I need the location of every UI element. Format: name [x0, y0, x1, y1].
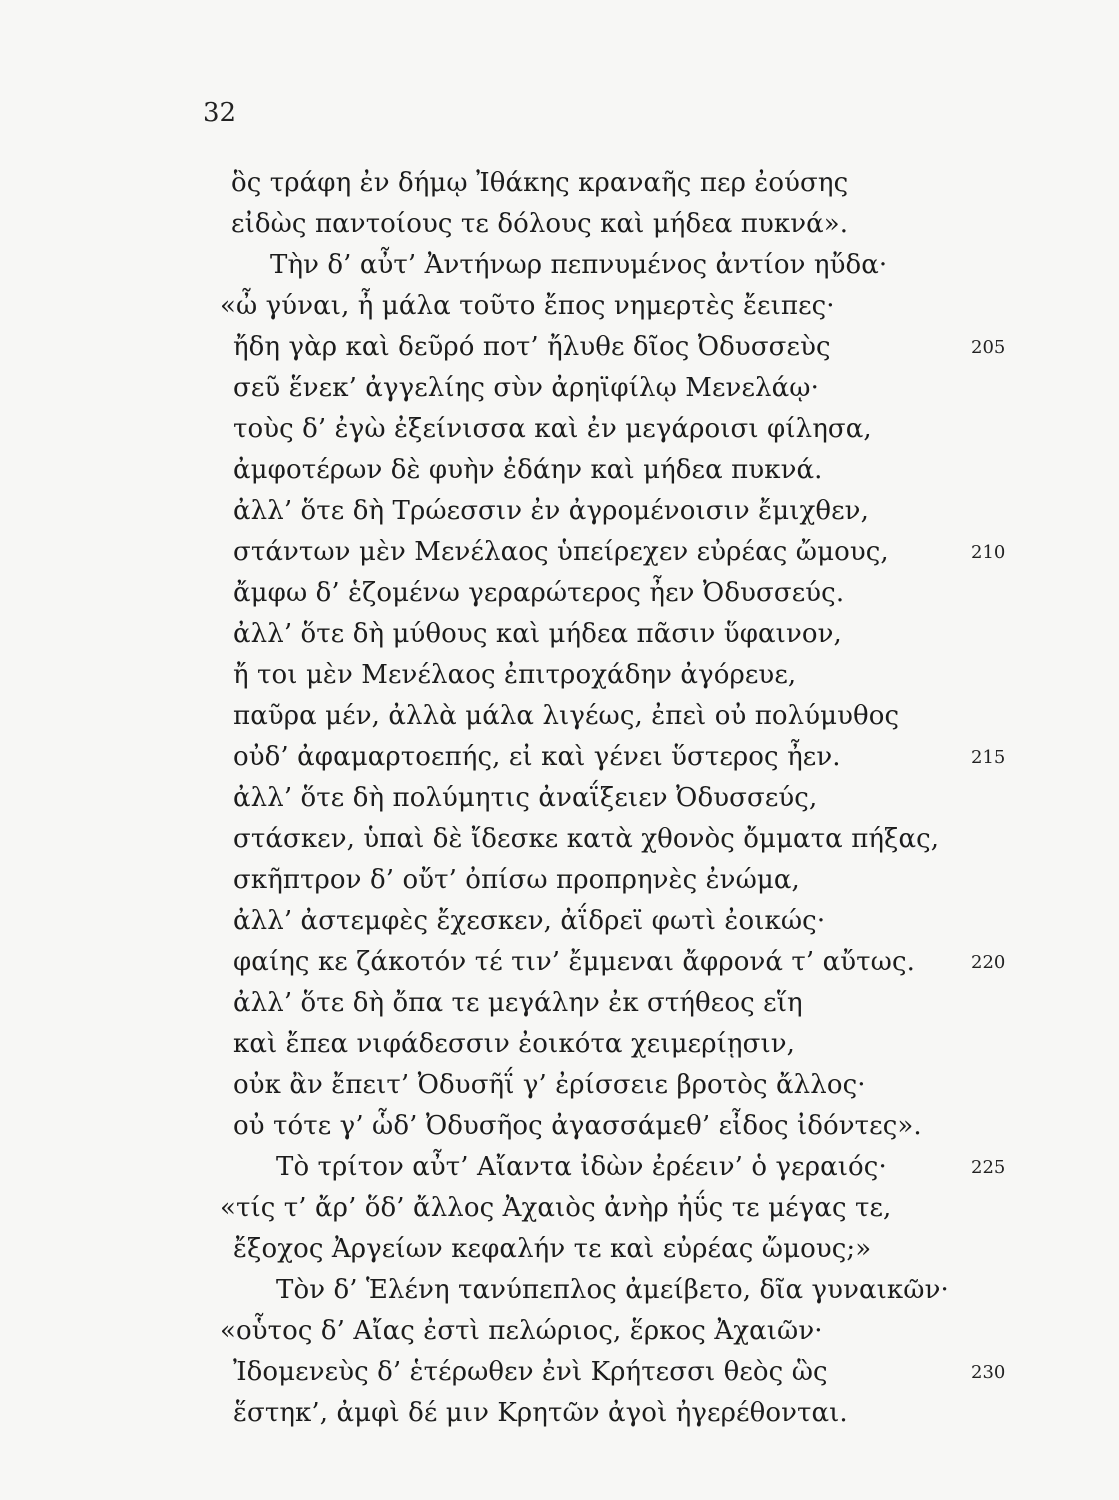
line-number: 215: [971, 747, 1006, 768]
verse-line: «τίς τ’ ἄρ’ ὅδ’ ἄλλος Ἀχαιὸς ἀνὴρ ἠΰς τε μέγας τε,: [220, 1193, 892, 1223]
line-number: 230: [971, 1362, 1006, 1383]
verse-line: παῦρα μέν, ἀλλὰ μάλα λιγέως, ἐπεὶ οὐ πολύμυθος: [233, 701, 900, 731]
verse-line: «οὗτος δ’ Αἴας ἐστὶ πελώριος, ἕρκος Ἀχαιῶν·: [220, 1316, 823, 1346]
verse-line: ἤ τοι μὲν Μενέλαος ἐπιτροχάδην ἀγόρευε,: [233, 660, 797, 690]
verse-line: ἀλλ’ ὅτε δὴ μύθους καὶ μήδεα πᾶσιν ὕφαινον,: [233, 619, 842, 649]
verse-line: σκῆπτρον δ’ οὔτ’ ὀπίσω προπρηνὲς ἐνώμα,: [233, 865, 800, 895]
verse-line: στάσκεν, ὑπαὶ δὲ ἴδεσκε κατὰ χθονὸς ὄμματα πήξας,: [233, 824, 940, 854]
verse-line: ἔξοχος Ἀργείων κεφαλήν τε καὶ εὐρέας ὤμους;»: [233, 1234, 872, 1264]
verse-line: Ἰδομενεὺς δ’ ἑτέρωθεν ἐνὶ Κρήτεσσι θεὸς ὣς: [233, 1357, 828, 1387]
verse-line: οὐκ ἂν ἔπειτ’ Ὀδυσῆΐ γ’ ἐρίσσειε βροτὸς ἄλλος·: [233, 1070, 866, 1100]
verse-line: σεῦ ἕνεκ’ ἀγγελίης σὺν ἀρηϊφίλῳ Μενελάῳ·: [233, 373, 819, 403]
verse-line: εἰδὼς παντοίους τε δόλους καὶ μήδεα πυκνά».: [231, 209, 849, 239]
verse-line: «ὦ γύναι, ἦ μάλα τοῦτο ἔπος νημερτὲς ἔειπες·: [220, 291, 835, 321]
verse-line: οὐ τότε γ’ ὧδ’ Ὀδυσῆος ἀγασσάμεθ’ εἶδος ἰδόντες».: [233, 1111, 922, 1141]
page-number: 32: [203, 98, 237, 128]
verse-line: ἀλλ’ ὅτε δὴ πολύμητις ἀναΐξειεν Ὀδυσσεύς,: [233, 783, 818, 813]
verse-line: Τὴν δ’ αὖτ’ Ἀντήνωρ πεπνυμένος ἀντίον ηὔδα·: [270, 250, 888, 280]
verse-line: ἕστηκ’, ἀμφὶ δέ μιν Κρητῶν ἀγοὶ ἠγερέθονται.: [233, 1398, 848, 1428]
verse-line: ἤδη γὰρ καὶ δεῦρό ποτ’ ἤλυθε δῖος Ὀδυσσεὺς: [233, 332, 831, 362]
verse-line: οὐδ’ ἀφαμαρτοεπής, εἰ καὶ γένει ὕστερος ἦεν.: [233, 742, 841, 772]
line-number: 220: [971, 952, 1006, 973]
verse-line: στάντων μὲν Μενέλαος ὑπείρεχεν εὐρέας ὤμους,: [233, 537, 889, 567]
line-number: 210: [971, 542, 1006, 563]
verse-line: ἀλλ’ ὅτε δὴ ὄπα τε μεγάλην ἐκ στήθεος εἵη: [233, 988, 803, 1018]
verse-line: ὃς τράφη ἐν δήμῳ Ἰθάκης κραναῆς περ ἐούσης: [231, 168, 849, 198]
verse-line: Τὸ τρίτον αὖτ’ Αἴαντα ἰδὼν ἐρέειν’ ὁ γεραιός·: [276, 1152, 887, 1182]
verse-line: ἀμφοτέρων δὲ φυὴν ἐδάην καὶ μήδεα πυκνά.: [233, 455, 823, 485]
verse-line: τοὺς δ’ ἐγὼ ἐξείνισσα καὶ ἐν μεγάροισι φίλησα,: [233, 414, 872, 444]
verse-line: φαίης κε ζάκοτόν τέ τιν’ ἔμμεναι ἄφρονά τ’ αὔτως.: [233, 947, 915, 977]
verse-line: ἀλλ’ ὅτε δὴ Τρώεσσιν ἐν ἀγρομένοισιν ἔμιχθεν,: [233, 496, 869, 526]
verse-line: ἀλλ’ ἀστεμφὲς ἔχεσκεν, ἀΐδρεϊ φωτὶ ἐοικώς·: [233, 906, 826, 936]
line-number: 225: [971, 1157, 1006, 1178]
verse-line: καὶ ἔπεα νιφάδεσσιν ἐοικότα χειμερίῃσιν,: [233, 1029, 796, 1059]
verse-line: ἄμφω δ’ ἑζομένω γεραρώτερος ἦεν Ὀδυσσεύς.: [233, 578, 845, 608]
verse-line: Τὸν δ’ Ἑλένη τανύπεπλος ἀμείβετο, δῖα γυναικῶν·: [276, 1275, 949, 1305]
line-number: 205: [971, 337, 1006, 358]
